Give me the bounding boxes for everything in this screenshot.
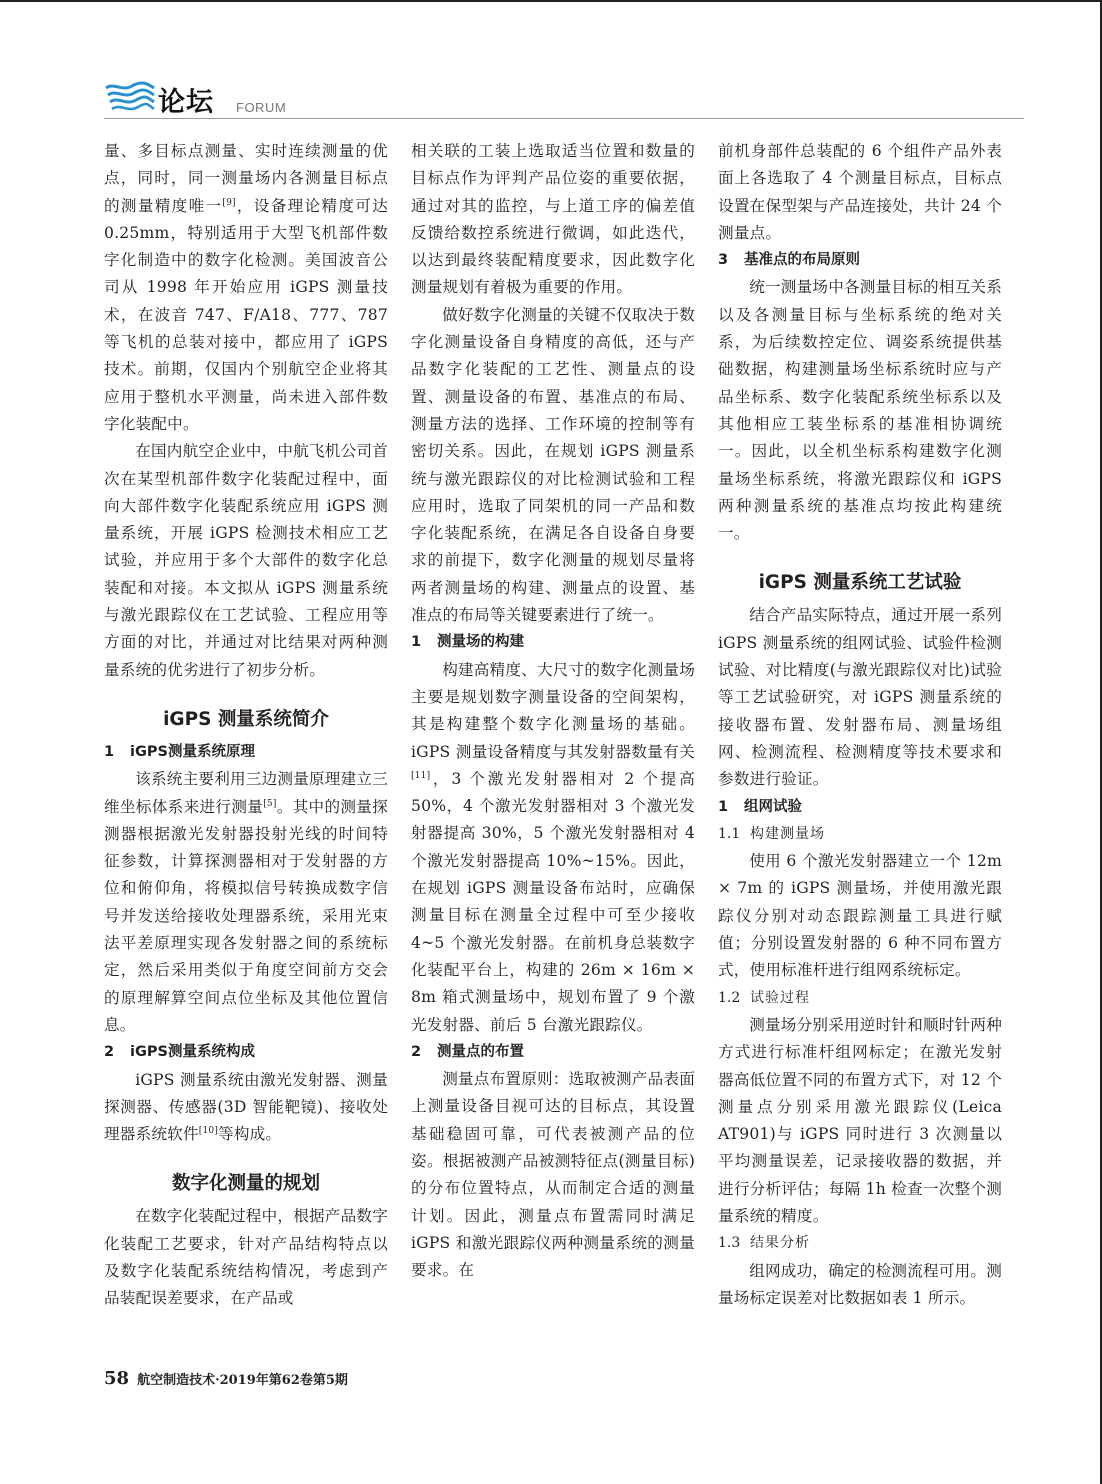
paragraph: iGPS 测量系统由激光发射器、测量探测器、传感器(3D 智能靶镜)、接收处理器系统软件[10]等构成。 [104, 1070, 388, 1144]
forum-label: FORUM [236, 100, 287, 115]
paragraph: 该系统主要利用三边测量原理建立三维坐标体系来进行测量[5]。其中的测量探测器根据激光发射器投射光线的时间特征参数，计算探测器相对于发射器的方位和俯仰角，将模拟信号转换成数字信号并发送给接收处理器系统，采用光束法平差原理实现各发射器之间的系统标定，然后采用类似于角度空间前方交会的原理解算空间点位坐标及其他位置信息。 [104, 770, 388, 1034]
subsubsection-heading: 1.1 构建测量场 [718, 825, 825, 842]
subsection-heading: 3 基准点的布局原则 [718, 252, 860, 269]
page-header [104, 80, 1024, 120]
journal-citation: 航空制造技术·2019年第62卷第5期 [137, 1373, 348, 1388]
section-heading: 数字化测量的规划 [171, 1173, 320, 1195]
paragraph: 量、多目标点测量、实时连续测量的优点，同时，同一测量场内各测量目标点的测量精度唯一[9]，设备理论精度可达 0.25mm，特别适用于大型飞机部件数字化制造中的数字化检测。美国波音公司从 1998 年开始应用 iGPS 测量技术，在波音 747、F/A18、777、787 等飞机的总装对接中，都应用了 iGPS 技术。前期，仅国内个别航空企业将其应用于整机水平测量，尚未进入部件数字化装配中。 [104, 142, 388, 433]
subsection-heading: 1 组网试验 [718, 798, 802, 815]
subsection-heading: 2 iGPS测量系统构成 [104, 1044, 255, 1061]
paragraph: 测量场分别采用逆时针和顺时针两种方式进行标准杆组网标定；在激光发射器高低位置不同的布置方式下，对 12 个测量点分别采用激光跟踪仪(Leica AT901)与 iGPS 同时进行 3 次测量以平均测量误差，记录接收器的数据，并进行分析评估；每隔 1h 检查一次整个测量系统的精度。 [718, 1015, 1002, 1225]
page-footer [104, 1368, 348, 1389]
paragraph: 相关联的工装上选取适当位置和数量的目标点作为评判产品位姿的重要依据，通过对其的监控，与上道工序的偏差值反馈给数控系统进行微调，如此迭代，以达到最终装配精度要求，因此数字化测量规划有着极为重要的作用。 [411, 142, 695, 297]
text-column-2 [411, 138, 695, 1284]
section-heading: iGPS 测量系统工艺试验 [758, 572, 962, 594]
text-column-3 [718, 138, 1002, 1312]
paragraph: 测量点布置原则：选取被测产品表面上测量设备目视可达的目标点，其设置基础稳固可靠，可代表被测产品的位姿。根据被测产品被测特征点(测量目标)的分布位置特点，从而制定合适的测量计划。因此，测量点布置需同时满足 iGPS 和激光跟踪仪两种测量系统的测量要求。在 [411, 1070, 695, 1280]
section-logo-text: 论坛 [158, 87, 214, 118]
paragraph: 统一测量场中各测量目标的相互关系以及各测量目标与坐标系统的绝对关系，为后续数控定位、调姿系统提供基础数据，构建测量场坐标系统时应与产品坐标系、数字化装配系统坐标系以及其他相应工装坐标系的基准相协调统一。因此，以全机坐标系构建数字化测量场坐标系统，将激光跟踪仪和 iGPS 两种测量系统的基准点均按此构建统一。 [718, 278, 1002, 543]
page-number: 58 [104, 1368, 130, 1389]
text-column-1 [104, 138, 388, 1313]
reference-mark: [11] [411, 770, 431, 781]
paragraph: 做好数字化测量的关键不仅取决于数字化测量设备自身精度的高低，还与产品数字化装配的工艺性、测量点的设置、测量设备的布置、基准点的布局、测量方法的选择、工作环境的控制等有密切关系。因此，在规划 iGPS 测量系统与激光跟踪仪的对比检测试验和工程应用时，选取了同架机的同一产品和数字化装配系统，在满足各自设备自身要求的前提下，数字化测量的规划尽量将两者测量场的构建、测量点的设置、基准点的布局等关键要素进行了统一。 [411, 305, 695, 625]
paragraph: 前机身部件总装配的 6 个组件产品外表面上各选取了 4 个测量目标点，目标点设置在保型架与产品连接处，共计 24 个测量点。 [718, 142, 1002, 242]
page-top-border [0, 0, 1102, 2]
reference-mark: [10] [198, 1125, 219, 1136]
paragraph: 构建高精度、大尺寸的数字化测量场主要是规划数字测量设备的空间架构，其是构建整个数字化测量场的基础。iGPS 测量设备精度与其发射器数量有关[11]，3 个激光发射器相对 2 个提高 50%，4 个激光发射器相对 3 个激光发射器提高 30%，5 个激光发射器相对 4 个激光发射器提高 10%~15%。因此，在规划 iGPS 测量设备布站时，应确保测量目标在测量全过程中可至少接收 4~5 个激光发射器。在前机身总装数字化装配平台上，构建的 26m × 16m × 8m 箱式测量场中，规划布置了 9 个激光发射器、前后 5 台激光跟踪仪。 [411, 660, 695, 1034]
paragraph: 在数字化装配过程中，根据产品数字化装配工艺要求，针对产品结构特点以及数字化装配系统结构情况，考虑到产品装配误差要求，在产品或 [104, 1207, 388, 1308]
paragraph: 组网成功，确定的检测流程可用。测量场标定误差对比数据如表 1 所示。 [718, 1261, 1002, 1307]
header-rule [104, 118, 1024, 119]
wave-logo-icon [104, 80, 156, 114]
subsection-heading: 2 测量点的布置 [411, 1043, 524, 1060]
paragraph: 在国内航空企业中，中航飞机公司首次在某型机部件数字化装配过程中，面向大部件数字化装配系统应用 iGPS 测量系统，开展 iGPS 检测技术相应工艺试验，并应用于多个大部件的数字化总装配和对接。本文拟从 iGPS 测量系统与激光跟踪仪在工艺试验、工程应用等方面的对比，并通过对比结果对两种测量系统的优劣进行了初步分析。 [104, 442, 388, 679]
subsubsection-heading: 1.3 结果分析 [718, 1235, 810, 1252]
subsubsection-heading: 1.2 试验过程 [718, 989, 810, 1006]
paragraph: 结合产品实际特点，通过开展一系列 iGPS 测量系统的组网试验、试验件检测试验、对比精度(与激光跟踪仪对比)试验等工艺试验研究，对 iGPS 测量系统的接收器布置、发射器布局、测量场组网、检测流程、检测精度等技术要求和参数进行验证。 [718, 606, 1002, 789]
reference-mark: [5] [263, 798, 277, 809]
subsection-heading: 1 测量场的构建 [411, 634, 524, 651]
subsection-heading: 1 iGPS测量系统原理 [104, 743, 255, 760]
section-heading: iGPS 测量系统简介 [163, 708, 329, 730]
paragraph: 使用 6 个激光发射器建立一个 12m × 7m 的 iGPS 测量场，并使用激光跟踪仪分别对动态跟踪测量工具进行赋值；分别设置发射器的 6 种不同布置方式，使用标准杆进行组网系统标定。 [718, 852, 1002, 980]
reference-mark: [9] [222, 197, 236, 208]
